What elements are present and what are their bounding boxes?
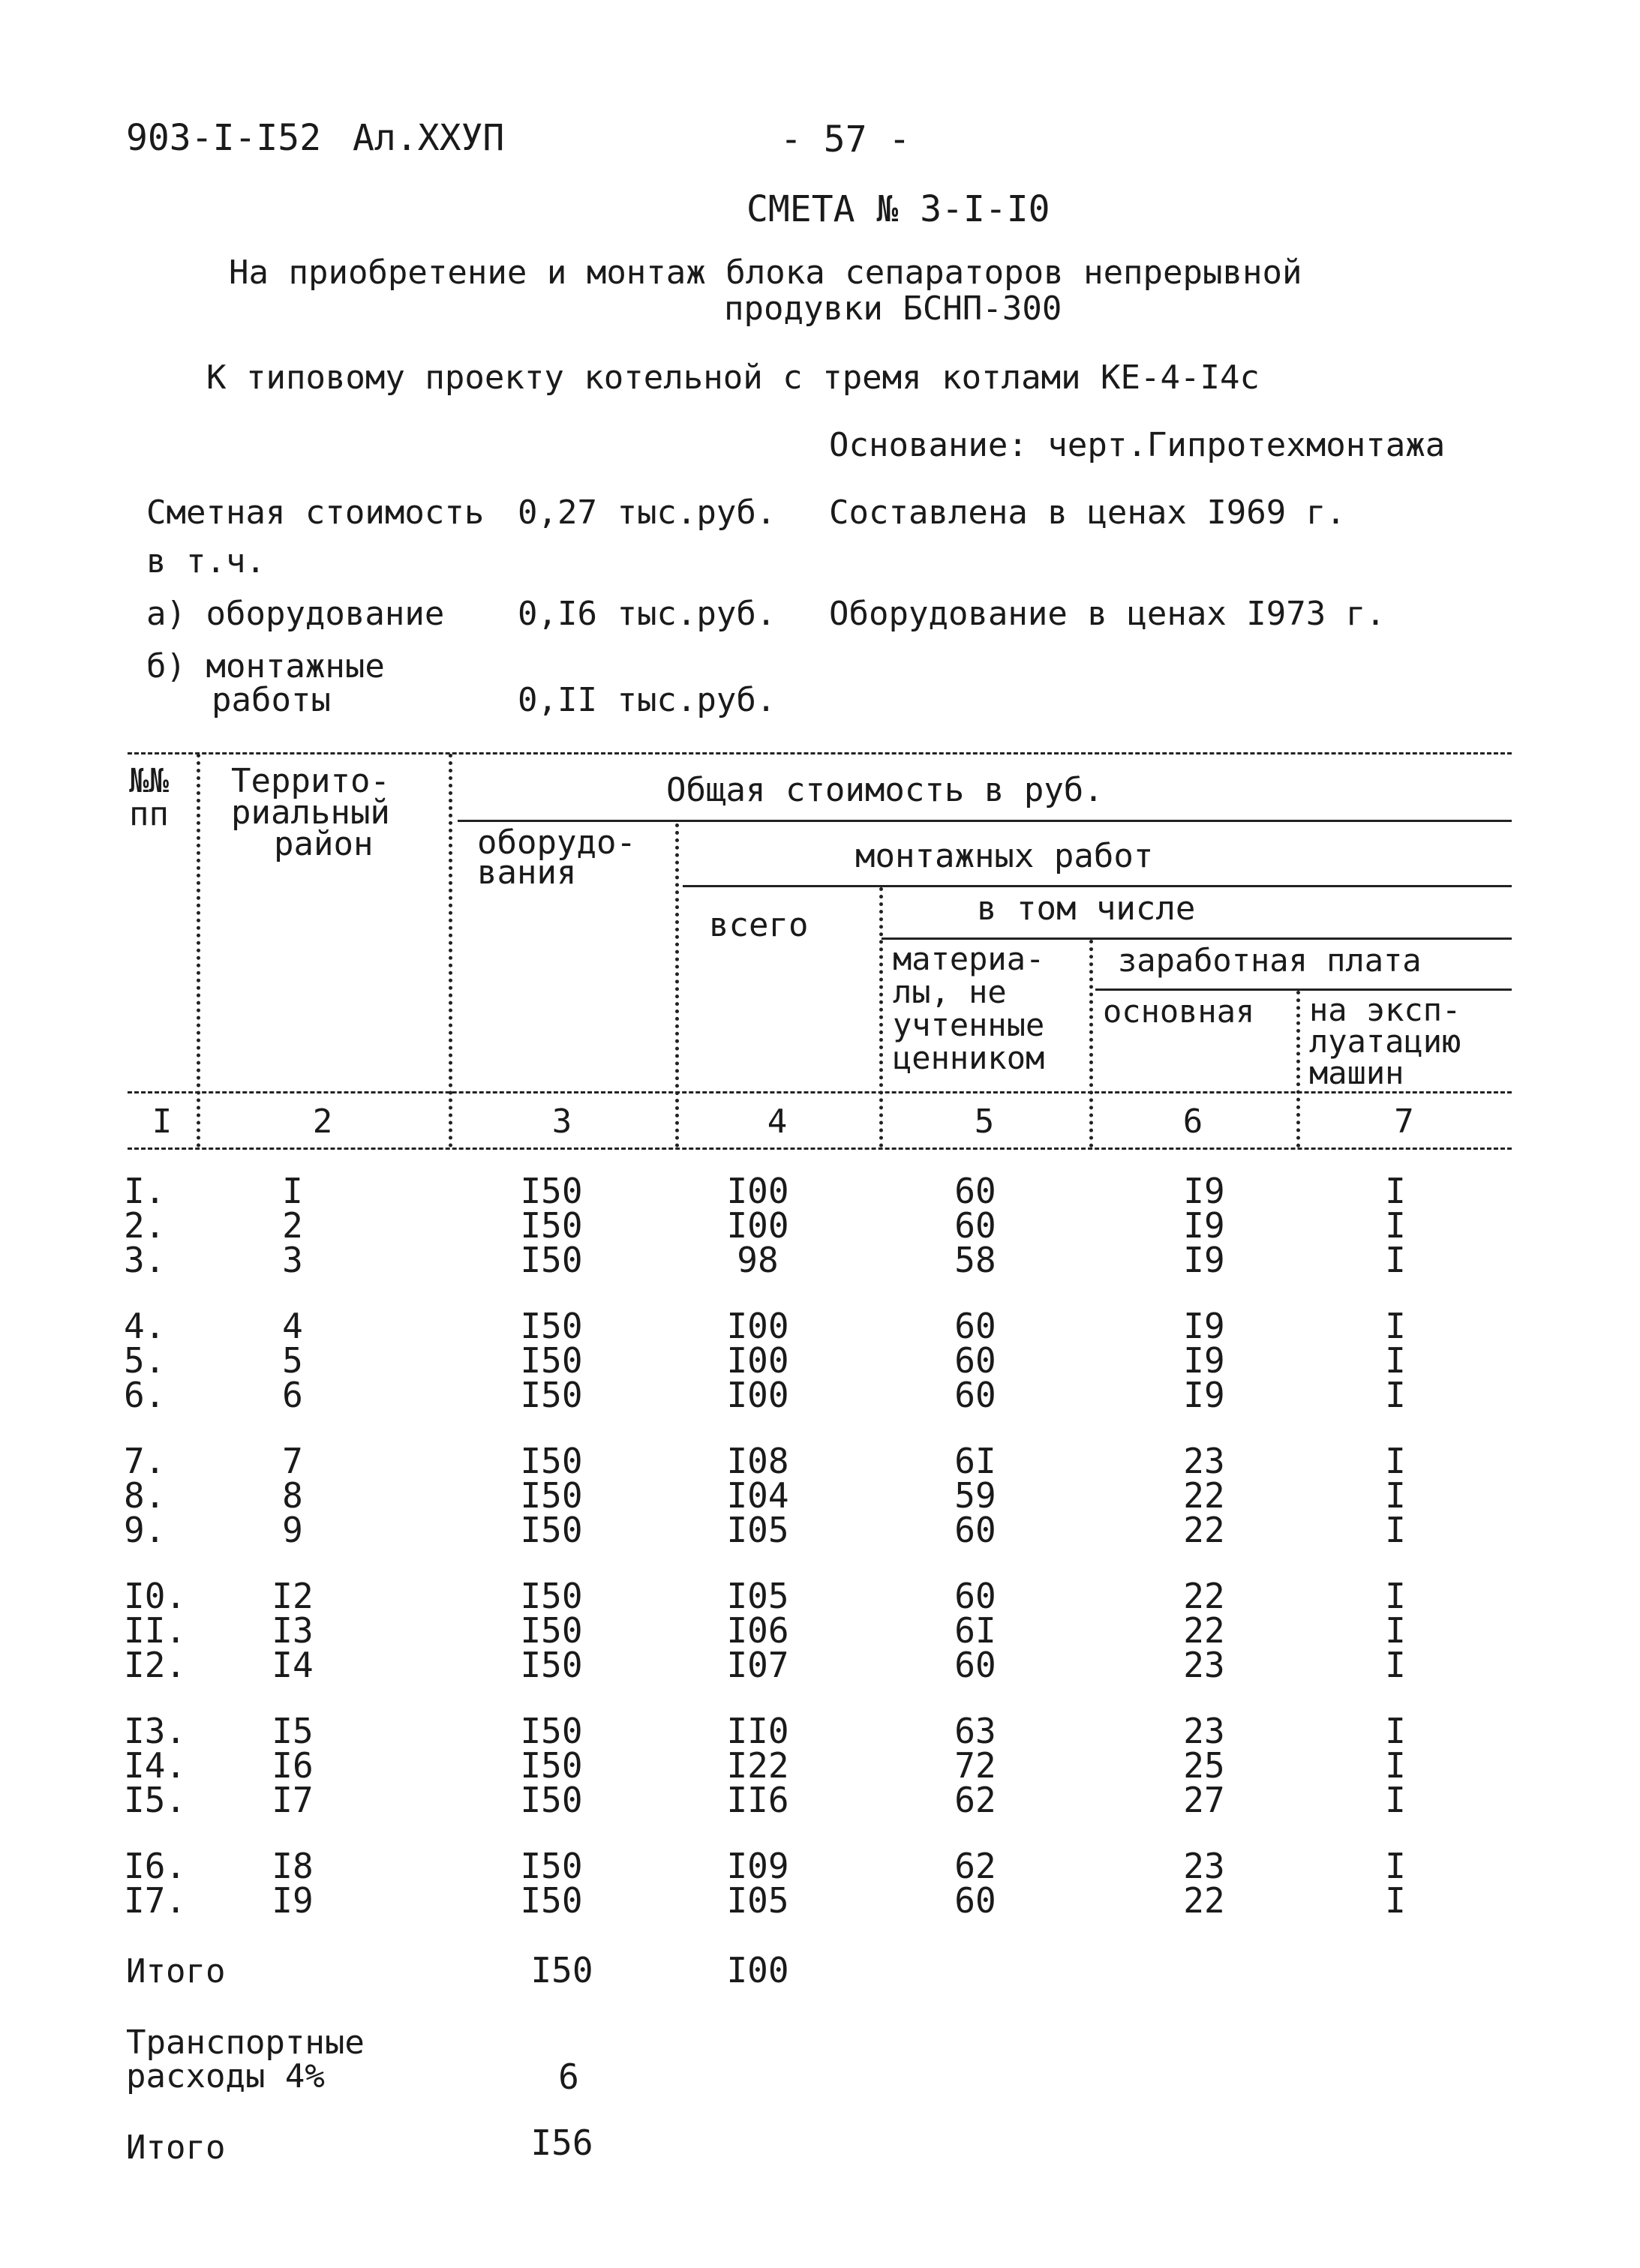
row-installation-total: I06 [726,1610,789,1651]
row-installation-total: II6 [726,1780,789,1820]
row-machine-wages: I [1385,1340,1406,1381]
prices-note: Составлена в ценах I969 г. [829,494,1346,532]
col-number-2: 2 [312,1102,333,1141]
basis-line: Основание: черт.Гипротехмонтажа [829,426,1446,464]
row-machine-wages: I [1385,1780,1406,1820]
row-materials: 60 [954,1375,996,1415]
row-basic-wages: 22 [1183,1576,1225,1616]
row-materials: 63 [954,1711,996,1751]
row-installation-total: I09 [726,1846,789,1886]
row-basic-wages: 23 [1183,1711,1225,1751]
header-num-1: №№ [129,762,169,800]
total-equipment-1: I50 [530,1950,593,1990]
cost-value: 0,27 тыс.руб. [518,494,776,532]
row-number: I4. [124,1745,187,1786]
row-region: 9 [282,1510,303,1550]
header-region-2: риальный [231,794,390,832]
row-basic-wages: 23 [1183,1441,1225,1481]
row-materials: 60 [954,1306,996,1346]
row-materials: 60 [954,1645,996,1685]
row-number: I2. [124,1645,187,1685]
row-number: I5. [124,1780,187,1820]
total-all-1: I00 [726,1950,789,1990]
row-machine-wages: I [1385,1306,1406,1346]
row-machine-wages: I [1385,1375,1406,1415]
row-machine-wages: I [1385,1240,1406,1280]
row-basic-wages: 22 [1183,1510,1225,1550]
header-num-2: пп [129,795,169,833]
row-region: I3 [272,1610,314,1651]
row-equipment-cost: I50 [520,1880,583,1921]
row-basic-wages: 27 [1183,1780,1225,1820]
row-installation-total: I00 [726,1340,789,1381]
row-equipment-cost: I50 [520,1576,583,1616]
row-installation-total: I00 [726,1306,789,1346]
row-equipment-cost: I50 [520,1306,583,1346]
row-basic-wages: I9 [1183,1205,1225,1246]
row-machine-wages: I [1385,1880,1406,1921]
subject-line-1: На приобретение и монтаж блока сепараторов непрерывной [229,254,1302,292]
row-materials: 60 [954,1205,996,1246]
header-materials-3: учтенные [893,1006,1045,1043]
row-installation-total: I05 [726,1576,789,1616]
col-number-6: 6 [1182,1102,1203,1141]
row-installation-total: I22 [726,1745,789,1786]
header-materials-1: материа- [893,940,1045,977]
col-separator-2 [449,754,452,1148]
row-region: I4 [272,1645,314,1685]
row-materials: 60 [954,1340,996,1381]
row-number: I. [124,1171,166,1211]
row-equipment-cost: I50 [520,1240,583,1280]
row-installation-total: I00 [726,1375,789,1415]
row-materials: 62 [954,1846,996,1886]
row-materials: 59 [954,1475,996,1516]
col-number-7: 7 [1394,1102,1414,1141]
col-separator-1 [197,754,200,1148]
row-machine-wages: I [1385,1745,1406,1786]
row-installation-total: I04 [726,1475,789,1516]
row-materials: 60 [954,1510,996,1550]
row-number: 4. [124,1306,166,1346]
row-number: I7. [124,1880,187,1921]
header-region-1: Террито- [231,762,390,800]
row-materials: 72 [954,1745,996,1786]
row-equipment-cost: I50 [520,1610,583,1651]
row-machine-wages: I [1385,1576,1406,1616]
row-installation-total: II0 [726,1711,789,1751]
row-materials: 60 [954,1880,996,1921]
header-materials-4: ценником [893,1040,1045,1076]
installation-label-2: работы [212,681,331,719]
row-region: I8 [272,1846,314,1886]
row-basic-wages: 25 [1183,1745,1225,1786]
header-all: всего [709,906,809,944]
row-materials: 58 [954,1240,996,1280]
row-region: I [282,1171,303,1211]
cost-label: Сметная стоимость [146,494,485,532]
header-region-3: район [274,825,374,863]
transport-label-2: расходы 4% [126,2057,325,2096]
row-basic-wages: 23 [1183,1645,1225,1685]
transport-equipment: 6 [558,2056,579,2097]
header-equipment-1: оборудо- [477,824,636,862]
row-equipment-cost: I50 [520,1780,583,1820]
header-bottom-border [128,1091,1512,1094]
column-numbers-border [128,1148,1512,1150]
col-number-4: 4 [767,1102,788,1141]
row-materials: 60 [954,1171,996,1211]
header-equipment-2: вания [477,854,577,892]
row-region: 4 [282,1306,303,1346]
row-equipment-cost: I50 [520,1510,583,1550]
project-line: К типовому проекту котельной с тремя котлами КЕ-4-I4с [206,358,1260,397]
row-equipment-cost: I50 [520,1846,583,1886]
row-machine-wages: I [1385,1846,1406,1886]
album-number: Ал.ХХУП [353,117,505,159]
row-machine-wages: I [1385,1205,1406,1246]
document-code: 903-I-I52 [126,117,322,159]
header-materials-2: лы, не [893,974,1007,1010]
row-installation-total: I00 [726,1171,789,1211]
row-machine-wages: I [1385,1610,1406,1651]
row-installation-total: I05 [726,1510,789,1550]
installation-label-1: б) монтажные [146,647,385,686]
row-basic-wages: I9 [1183,1306,1225,1346]
header-basic: основная [1103,993,1255,1030]
row-installation-total: 98 [737,1240,779,1280]
row-materials: 62 [954,1780,996,1820]
row-basic-wages: 22 [1183,1610,1225,1651]
header-machines-2: луатацию [1309,1023,1461,1060]
row-installation-total: I05 [726,1880,789,1921]
row-region: 2 [282,1205,303,1246]
header-machines-3: машин [1309,1054,1404,1091]
header-rule-incl [882,938,1512,940]
equipment-value: 0,I6 тыс.руб. [518,595,776,633]
row-materials: 6I [954,1441,996,1481]
row-number: 9. [124,1510,166,1550]
row-equipment-cost: I50 [520,1375,583,1415]
row-machine-wages: I [1385,1475,1406,1516]
row-equipment-cost: I50 [520,1441,583,1481]
row-equipment-cost: I50 [520,1711,583,1751]
row-basic-wages: I9 [1183,1375,1225,1415]
table-top-border [128,752,1512,754]
row-machine-wages: I [1385,1645,1406,1685]
row-materials: 60 [954,1576,996,1616]
row-region: I7 [272,1780,314,1820]
row-region: 3 [282,1240,303,1280]
row-machine-wages: I [1385,1171,1406,1211]
total-label-1: Итого [126,1952,226,1990]
col-number-5: 5 [974,1102,995,1141]
row-materials: 6I [954,1610,996,1651]
installation-value: 0,II тыс.руб. [518,681,776,719]
row-equipment-cost: I50 [520,1645,583,1685]
row-equipment-cost: I50 [520,1205,583,1246]
row-region: I5 [272,1711,314,1751]
including-label: в т.ч. [146,542,266,580]
row-machine-wages: I [1385,1711,1406,1751]
row-region: I6 [272,1745,314,1786]
page-number: - 57 - [780,118,911,160]
col-number-3: 3 [551,1102,572,1141]
row-number: 2. [124,1205,166,1246]
row-number: 6. [124,1375,166,1415]
total-label-2: Итого [126,2128,226,2167]
header-including: в том числе [977,890,1196,928]
row-basic-wages: I9 [1183,1340,1225,1381]
total-equipment-2: I56 [530,2122,593,2163]
header-installation: монтажных работ [855,837,1154,875]
equipment-prices-note: Оборудование в ценах I973 г. [829,595,1386,633]
row-number: I3. [124,1711,187,1751]
header-machines-1: на эксп- [1309,992,1461,1028]
col-number-1: I [152,1102,173,1141]
row-basic-wages: I9 [1183,1240,1225,1280]
row-region: 8 [282,1475,303,1516]
row-region: I9 [272,1880,314,1921]
row-region: 7 [282,1441,303,1481]
row-installation-total: I07 [726,1645,789,1685]
header-total-cost: Общая стоимость в руб. [666,771,1104,809]
subject-line-2: продувки БСНП-300 [724,290,1062,328]
row-region: 5 [282,1340,303,1381]
row-number: 7. [124,1441,166,1481]
header-rule-wages [1095,988,1512,991]
row-equipment-cost: I50 [520,1745,583,1786]
row-equipment-cost: I50 [520,1171,583,1211]
equipment-label: а) оборудование [146,595,445,633]
row-equipment-cost: I50 [520,1475,583,1516]
row-equipment-cost: I50 [520,1340,583,1381]
row-number: 3. [124,1240,166,1280]
row-machine-wages: I [1385,1510,1406,1550]
header-rule-total [458,820,1512,822]
header-rule-install [683,885,1512,887]
row-number: 5. [124,1340,166,1381]
header-wages: заработная плата [1118,942,1422,979]
row-basic-wages: 22 [1183,1880,1225,1921]
row-basic-wages: 22 [1183,1475,1225,1516]
row-number: I0. [124,1576,187,1616]
col-separator-3 [675,824,679,1148]
row-number: 8. [124,1475,166,1516]
row-basic-wages: I9 [1183,1171,1225,1211]
row-region: I2 [272,1576,314,1616]
estimate-title: СМЕТА № 3-I-I0 [746,188,1050,230]
row-installation-total: I08 [726,1441,789,1481]
row-region: 6 [282,1375,303,1415]
row-installation-total: I00 [726,1205,789,1246]
row-basic-wages: 23 [1183,1846,1225,1886]
row-machine-wages: I [1385,1441,1406,1481]
row-number: I6. [124,1846,187,1886]
row-number: II. [124,1610,187,1651]
transport-label-1: Транспортные [126,2024,365,2062]
